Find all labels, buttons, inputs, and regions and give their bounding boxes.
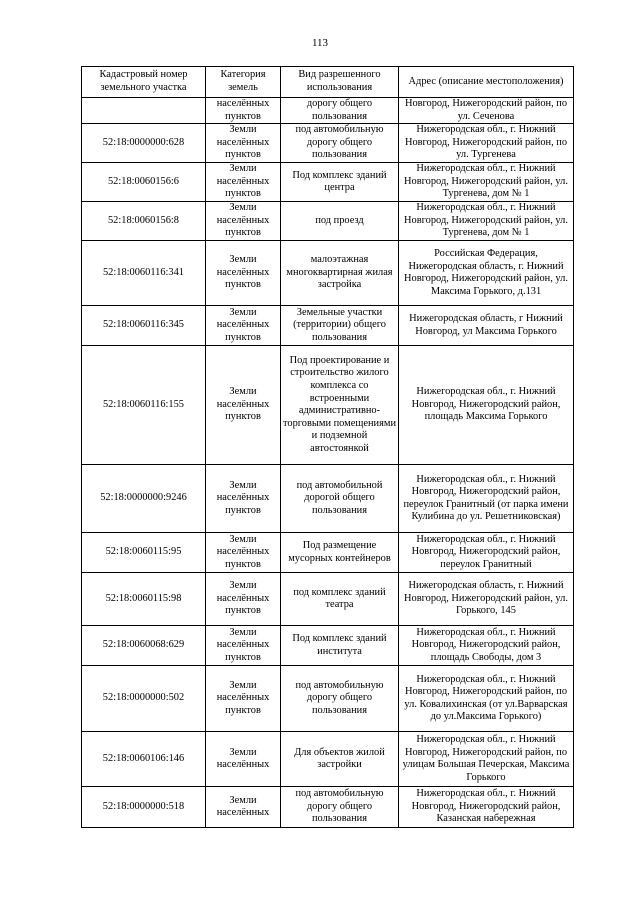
cell-cadastral: 52:18:0060156:6 (82, 163, 206, 202)
table-row (82, 732, 574, 787)
table-row (82, 787, 574, 828)
cell-cadastral: 52:18:0060068:629 (82, 626, 206, 666)
table-row (82, 465, 574, 533)
cell-address: Нижегородская область, г Нижний Новгород, ул Максима Горького (399, 306, 574, 346)
cell-category: Земли населённых пунктов (206, 202, 281, 241)
cell-category: Земли населённых пунктов (206, 465, 281, 533)
cell-category: Земли населённых пунктов (206, 666, 281, 732)
cell-use: под автомобильную дорогу общего пользования (281, 787, 399, 828)
header-category: Категория земель (206, 67, 281, 98)
cell-address: Нижегородская обл., г. Нижний Новгород, Нижегородский район, переулок Гранитный (от парка имени Кулибина до ул. Решетниковская) (399, 465, 574, 533)
cell-address: Нижегородская обл., г. Нижний Новгород, Нижегородский район, площадь Свободы, дом 3 (399, 626, 574, 666)
cell-address: Нижегородская обл., г. Нижний Новгород, Нижегородский район, ул. Тургенева, дом № 1 (399, 163, 574, 202)
table-row (82, 163, 574, 202)
cell-cadastral: 52:18:0060115:98 (82, 573, 206, 626)
cell-use: дорогу общего пользования (281, 98, 399, 124)
cell-cadastral: 52:18:0000000:9246 (82, 465, 206, 533)
cell-use: Земельные участки (территории) общего пользования (281, 306, 399, 346)
cell-use: под автомобильную дорогу общего пользования (281, 124, 399, 163)
cell-address: Нижегородская обл., г. Нижний Новгород, Нижегородский район, по ул. Тургенева (399, 124, 574, 163)
cell-use: Под комплекс зданий института (281, 626, 399, 666)
table-row (82, 626, 574, 666)
page-number: 113 (311, 37, 329, 49)
cell-category: Земли населённых пунктов (206, 306, 281, 346)
cell-category: Земли населённых (206, 732, 281, 787)
header-address: Адрес (описание местоположения) (399, 67, 574, 98)
cell-cadastral: 52:18:0000000:628 (82, 124, 206, 163)
cell-use: под проезд (281, 202, 399, 241)
cell-address: Нижегородская область, г. Нижний Новгород, Нижегородский район, ул. Горького, 145 (399, 573, 574, 626)
cell-cadastral: 52:18:0060116:341 (82, 241, 206, 306)
table-row (82, 241, 574, 306)
header-use: Вид разрешенного использования (281, 67, 399, 98)
cell-use: Для объектов жилой застройки (281, 732, 399, 787)
cell-category: Земли населённых пунктов (206, 626, 281, 666)
table-header-row (82, 67, 574, 98)
cell-category: Земли населённых пунктов (206, 241, 281, 306)
table-row (82, 98, 574, 124)
cell-category: Земли населённых пунктов (206, 346, 281, 465)
cell-address: Новгород, Нижегородский район, по ул. Сеченова (399, 98, 574, 124)
cell-use: Под комплекс зданий центра (281, 163, 399, 202)
table-row (82, 533, 574, 573)
cell-cadastral: 52:18:0060116:155 (82, 346, 206, 465)
cell-category: Земли населённых (206, 787, 281, 828)
cell-category: Земли населённых пунктов (206, 533, 281, 573)
cell-category: Земли населённых пунктов (206, 573, 281, 626)
land-plots-table (81, 66, 574, 828)
cell-cadastral: 52:18:0060156:8 (82, 202, 206, 241)
cell-address: Нижегородская обл., г. Нижний Новгород, Нижегородский район, Казанская набережная (399, 787, 574, 828)
table-row (82, 202, 574, 241)
cell-address: Нижегородская обл., г. Нижний Новгород, Нижегородский район, ул. Тургенева, дом № 1 (399, 202, 574, 241)
table-row (82, 346, 574, 465)
cell-cadastral: 52:18:0000000:518 (82, 787, 206, 828)
cell-address: Российская Федерация, Нижегородская область, г. Нижний Новгород, Нижегородский район, ул. Максима Горького, д.131 (399, 241, 574, 306)
cell-use: под автомобильной дорогой общего пользования (281, 465, 399, 533)
cell-category: Земли населённых пунктов (206, 124, 281, 163)
cell-cadastral: 52:18:0060106:146 (82, 732, 206, 787)
table-row (82, 306, 574, 346)
cell-address: Нижегородская обл., г. Нижний Новгород, Нижегородский район, переулок Гранитный (399, 533, 574, 573)
cell-address: Нижегородская обл., г. Нижний Новгород, Нижегородский район, площадь Максима Горького (399, 346, 574, 465)
table-row (82, 666, 574, 732)
cell-cadastral (82, 98, 206, 124)
cell-category: населённых пунктов (206, 98, 281, 124)
cell-cadastral: 52:18:0000000:502 (82, 666, 206, 732)
cell-use: под комплекс зданий театра (281, 573, 399, 626)
header-cadastral: Кадастровый номер земельного участка (82, 67, 206, 98)
cell-use: Под размещение мусорных контейнеров (281, 533, 399, 573)
cell-cadastral: 52:18:0060115:95 (82, 533, 206, 573)
table-row (82, 573, 574, 626)
cell-cadastral: 52:18:0060116:345 (82, 306, 206, 346)
cell-use: под автомобильную дорогу общего пользования (281, 666, 399, 732)
cell-category: Земли населённых пунктов (206, 163, 281, 202)
table-row (82, 124, 574, 163)
cell-address: Нижегородская обл., г. Нижний Новгород, Нижегородский район, по ул. Ковалихинская (от ул.Варварская до ул.Максима Горького) (399, 666, 574, 732)
cell-use: малоэтажная многоквартирная жилая застройка (281, 241, 399, 306)
cell-use: Под проектирование и строительство жилого комплекса со встроенными административно-торговыми помещениями и подземной автостоянкой (281, 346, 399, 465)
cell-address: Нижегородская обл., г. Нижний Новгород, Нижегородский район, по улицам Большая Печерская, Максима Горького (399, 732, 574, 787)
